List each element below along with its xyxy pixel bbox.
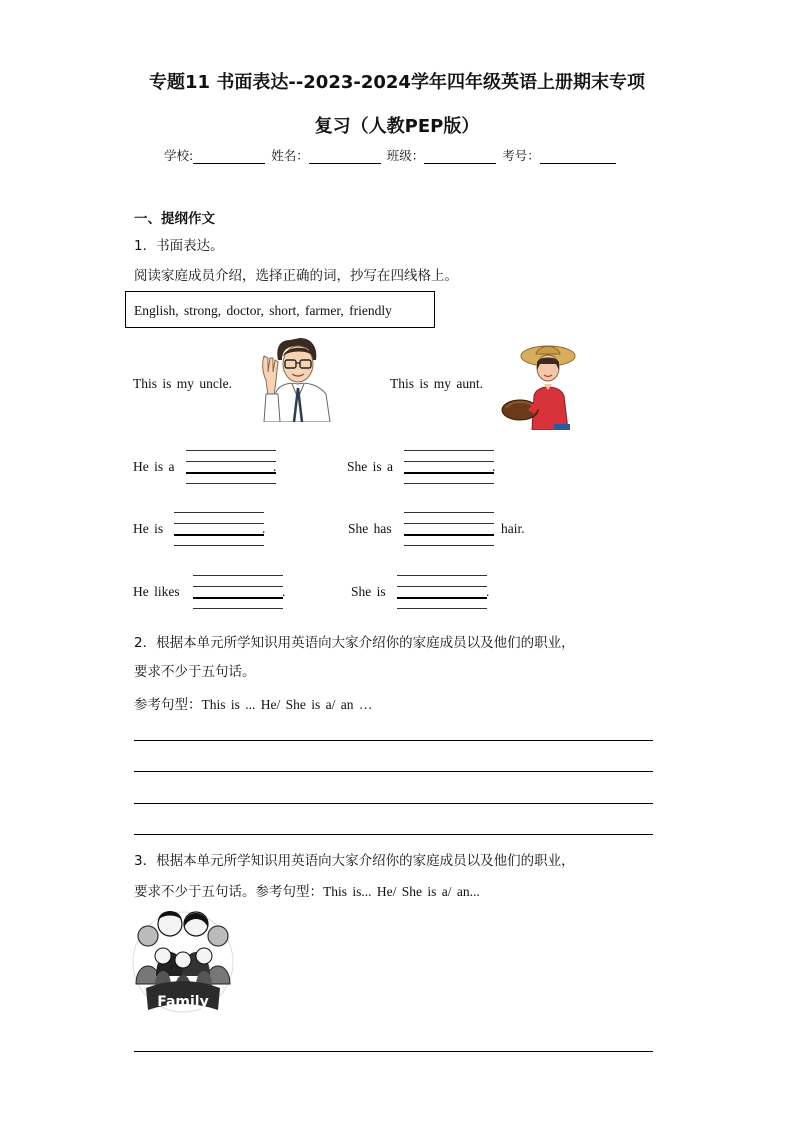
q2-ref-label: 参考句型： bbox=[134, 697, 202, 713]
q3-answer-line-1[interactable] bbox=[134, 1051, 653, 1052]
row1-left-writing-lines[interactable] bbox=[186, 450, 276, 484]
row3-left-prefix: He likes bbox=[133, 584, 180, 599]
q2-ref-sentence: This is ... He/ She is a/ an … bbox=[201, 697, 373, 712]
row1-right-writing-lines[interactable] bbox=[404, 450, 494, 484]
q3-prompt-line1: 3．根据本单元所学知识用英语向大家介绍你的家庭成员以及他们的职业， bbox=[134, 853, 575, 869]
name-field[interactable] bbox=[309, 149, 381, 164]
q3-prompt-line2-cn: 要求不少于五句话。参考句型： bbox=[134, 884, 323, 900]
school-label: 学校: bbox=[164, 148, 194, 163]
page-title-line1: 专题11 书面表达--2023-2024学年四年级英语上册期末专项 bbox=[149, 72, 645, 93]
q2-reference bbox=[134, 693, 372, 713]
exam-no-field[interactable] bbox=[540, 149, 616, 164]
family-illustration-icon bbox=[130, 904, 236, 1024]
q1-instruction: 阅读家庭成员介绍，选择正确的词，抄写在四线格上。 bbox=[134, 268, 458, 284]
q2-answer-line-1[interactable] bbox=[134, 740, 653, 741]
row2-left-writing-lines[interactable] bbox=[174, 512, 264, 546]
q3-prompt-line2 bbox=[134, 880, 480, 900]
row3-right-suffix: . bbox=[486, 584, 490, 599]
row3-right-prefix: She is bbox=[351, 584, 386, 599]
name-label: 姓名： bbox=[271, 148, 309, 163]
row3-right-writing-lines[interactable] bbox=[397, 575, 490, 609]
row1-right-prefix: She is a bbox=[347, 459, 393, 474]
student-info-line bbox=[164, 146, 618, 164]
word-bank-box bbox=[125, 291, 435, 328]
row2-left-suffix: . bbox=[262, 521, 266, 536]
q3-ref-sentence: This is... He/ She is a/ an... bbox=[323, 884, 480, 899]
page-title-line2: 复习（人教PEP版） bbox=[314, 116, 480, 137]
row2-left-prefix: He is bbox=[133, 521, 164, 536]
q2-answer-line-2[interactable] bbox=[134, 771, 653, 772]
row3-left-suffix: . bbox=[282, 584, 286, 599]
uncle-illustration-icon bbox=[256, 336, 340, 422]
q2-answer-line-3[interactable] bbox=[134, 803, 653, 804]
section-heading: 一、提纲作文 bbox=[134, 211, 215, 227]
aunt-farmer-illustration-icon bbox=[496, 340, 580, 430]
row1-left-prefix: He is a bbox=[133, 459, 175, 474]
school-field[interactable] bbox=[193, 149, 265, 164]
q2-prompt-line2: 要求不少于五句话。 bbox=[134, 664, 256, 680]
class-label: 班级： bbox=[386, 148, 425, 163]
class-field[interactable] bbox=[424, 149, 496, 164]
row1-left-suffix: . bbox=[273, 459, 277, 474]
row2-right-suffix: hair. bbox=[501, 521, 525, 536]
row2-right-prefix: She has bbox=[348, 521, 392, 536]
row2-right-writing-lines[interactable] bbox=[404, 512, 494, 546]
q2-answer-line-4[interactable] bbox=[134, 834, 653, 835]
family-banner-text: Family bbox=[157, 994, 209, 1010]
word-bank-text: English, strong, doctor, short, farmer, friendly bbox=[134, 303, 392, 318]
q2-prompt-line1: 2．根据本单元所学知识用英语向大家介绍你的家庭成员以及他们的职业， bbox=[134, 635, 575, 651]
exam-no-label: 考号： bbox=[502, 148, 540, 163]
row1-right-suffix: . bbox=[492, 459, 496, 474]
row3-left-writing-lines[interactable] bbox=[193, 575, 286, 609]
uncle-intro: This is my uncle. bbox=[133, 376, 232, 391]
aunt-intro: This is my aunt. bbox=[390, 376, 483, 391]
q1-title: 1．书面表达。 bbox=[134, 238, 224, 254]
